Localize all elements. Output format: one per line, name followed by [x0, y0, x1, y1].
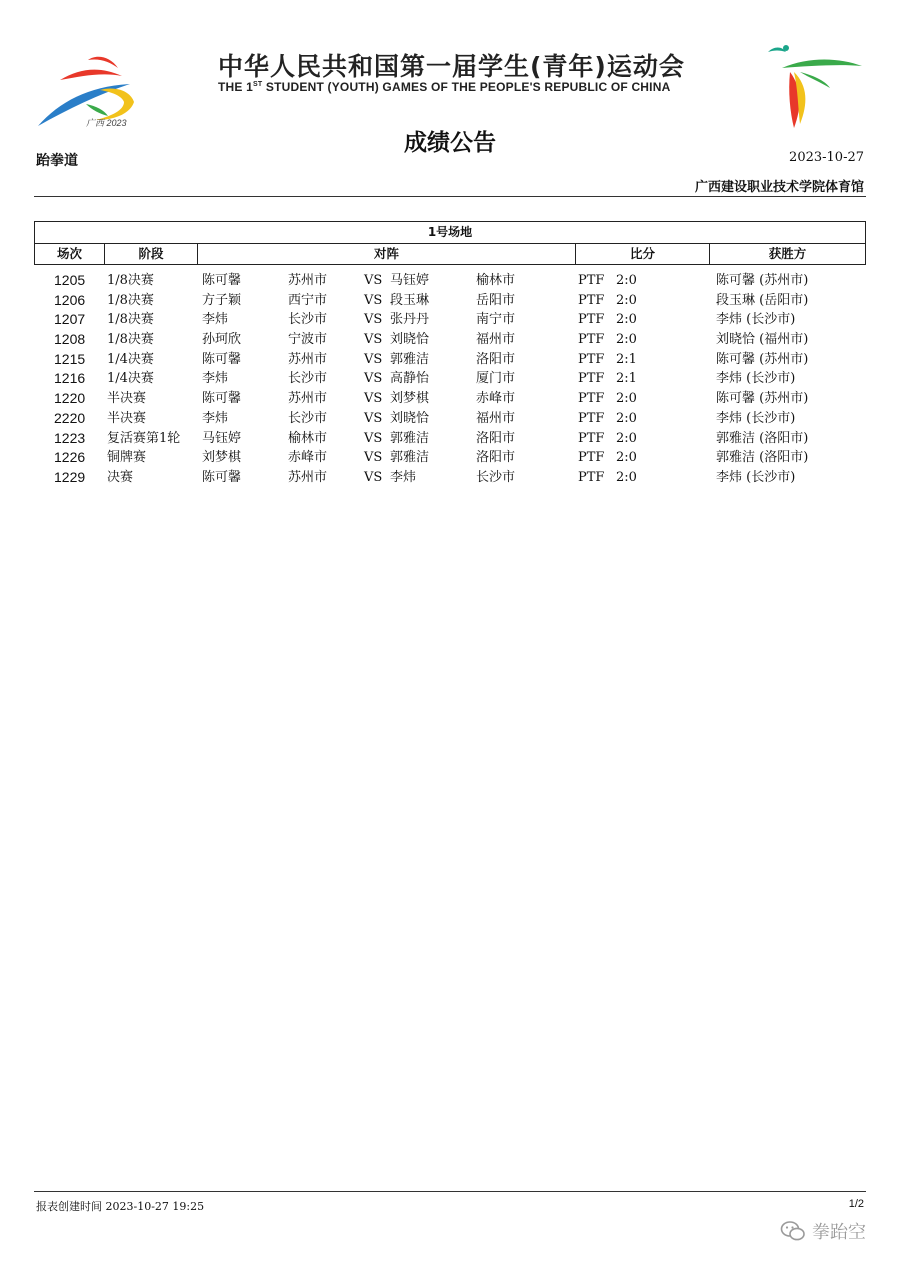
col-score: 比分 — [576, 243, 710, 264]
match-stage: 1/8决赛 — [107, 292, 154, 308]
score: 2:0 — [616, 430, 637, 446]
report-date: 2023-10-27 — [789, 150, 864, 165]
win-type: PTF — [578, 312, 605, 328]
city-2: 洛阳市 — [476, 430, 516, 446]
score: 2:0 — [616, 332, 637, 348]
logo-caption: 广西 2023 — [86, 118, 127, 128]
score: 2:0 — [616, 273, 637, 288]
win-type: PTF — [578, 273, 605, 288]
city-2: 福州市 — [476, 410, 516, 426]
city-2: 洛阳市 — [476, 450, 516, 466]
score: 2:0 — [616, 450, 637, 466]
player-2: 李炜 — [390, 469, 417, 485]
city-2: 洛阳市 — [476, 351, 516, 367]
player-1: 马钰婷 — [202, 430, 242, 446]
player-2: 张丹丹 — [390, 312, 430, 328]
header-divider — [34, 196, 866, 197]
player-2: 马钰婷 — [390, 273, 430, 288]
match-stage: 1/4决赛 — [107, 351, 154, 367]
city-2: 厦门市 — [476, 371, 516, 387]
city-1: 苏州市 — [288, 469, 328, 485]
table-row — [34, 389, 866, 409]
match-no: 1208 — [54, 331, 86, 348]
vs-label: VS — [364, 410, 383, 426]
winner: 李炜 (长沙市) — [716, 410, 796, 426]
court-label: 1号场地 — [35, 222, 865, 244]
vs-label: VS — [364, 273, 383, 288]
table-row — [34, 409, 866, 429]
score: 2:0 — [616, 469, 637, 485]
winner: 李炜 (长沙市) — [716, 371, 796, 387]
doc-title: 成绩公告 — [404, 130, 496, 156]
vs-label: VS — [364, 312, 383, 328]
vs-label: VS — [364, 469, 383, 485]
city-2: 长沙市 — [476, 469, 516, 485]
games-title: 中华人民共和国第一届学生(青年)运动会 — [218, 52, 685, 81]
results-table-body — [34, 271, 866, 488]
match-stage: 铜牌赛 — [107, 450, 147, 466]
table-row — [34, 429, 866, 449]
player-2: 刘晓恰 — [390, 332, 430, 348]
match-no: 1206 — [54, 291, 86, 308]
winner: 刘晓恰 (福州市) — [716, 332, 809, 348]
match-stage: 1/8决赛 — [107, 332, 154, 348]
player-1: 陈可馨 — [202, 469, 242, 485]
city-2: 岳阳市 — [476, 292, 516, 308]
city-1: 苏州市 — [288, 391, 328, 407]
city-1: 榆林市 — [288, 430, 328, 446]
player-1: 陈可馨 — [202, 273, 242, 288]
winner: 陈可馨 (苏州市) — [716, 391, 809, 407]
winner: 郭雅洁 (洛阳市) — [716, 430, 809, 446]
col-winner: 获胜方 — [768, 246, 807, 261]
venue-name: 广西建设职业技术学院体育馆 — [694, 180, 864, 195]
player-1: 李炜 — [202, 410, 229, 426]
winner: 段玉琳 (岳阳市) — [716, 292, 809, 308]
report-created-time: 报表创建时间 2023-10-27 19:25 — [36, 1200, 205, 1213]
vs-label: VS — [364, 332, 383, 348]
player-1: 孙珂欣 — [202, 332, 242, 348]
match-no: 1223 — [54, 429, 86, 446]
city-2: 赤峰市 — [476, 391, 516, 407]
win-type: PTF — [578, 450, 605, 466]
city-2: 福州市 — [476, 332, 516, 348]
match-stage: 复活赛第1轮 — [107, 430, 181, 446]
winner: 李炜 (长沙市) — [716, 312, 796, 328]
table-row — [34, 350, 866, 370]
match-no: 1205 — [54, 272, 86, 288]
player-1: 陈可馨 — [202, 391, 242, 407]
col-matchup: 对阵 — [198, 243, 576, 264]
win-type: PTF — [578, 371, 605, 387]
score: 2:0 — [616, 391, 637, 407]
match-stage: 决赛 — [107, 469, 134, 485]
city-2: 南宁市 — [476, 312, 516, 328]
match-stage: 1/8决赛 — [107, 312, 154, 328]
score: 2:1 — [616, 351, 637, 367]
sport-name: 跆拳道 — [36, 153, 78, 169]
results-table-header — [34, 221, 866, 265]
footer-divider — [34, 1191, 866, 1192]
table-row — [34, 330, 866, 350]
table-row — [34, 310, 866, 330]
win-type: PTF — [578, 351, 605, 367]
player-2: 郭雅洁 — [390, 450, 430, 466]
win-type: PTF — [578, 469, 605, 485]
score: 2:0 — [616, 292, 637, 308]
winner: 陈可馨 (苏州市) — [716, 351, 809, 367]
page-number: 1/2 — [848, 1198, 864, 1210]
city-1: 苏州市 — [288, 273, 328, 288]
vs-label: VS — [364, 292, 383, 308]
table-row — [34, 468, 866, 488]
player-2: 郭雅洁 — [390, 430, 430, 446]
city-1: 苏州市 — [288, 351, 328, 367]
match-no: 1207 — [54, 311, 86, 328]
match-no: 1216 — [54, 370, 86, 387]
vs-label: VS — [364, 450, 383, 466]
city-1: 西宁市 — [288, 292, 328, 308]
city-1: 长沙市 — [288, 371, 328, 387]
watermark-text: 拳跆空 — [812, 1222, 866, 1243]
score: 2:0 — [616, 410, 637, 426]
player-2: 郭雅洁 — [390, 351, 430, 367]
city-1: 长沙市 — [288, 410, 328, 426]
vs-label: VS — [364, 351, 383, 367]
vs-label: VS — [364, 371, 383, 387]
games-subtitle: THE 1ST STUDENT (YOUTH) GAMES OF THE PEOPLE'S REPUBLIC OF CHINA — [218, 80, 671, 94]
table-row — [34, 448, 866, 468]
table-row — [34, 369, 866, 389]
table-row — [34, 271, 866, 291]
score: 2:0 — [616, 312, 637, 328]
match-stage: 1/4决赛 — [107, 371, 154, 387]
col-match-no: 场次 — [35, 243, 105, 264]
watermark — [780, 1218, 866, 1244]
table-row — [34, 291, 866, 311]
winner: 陈可馨 (苏州市) — [716, 273, 809, 288]
col-stage: 阶段 — [105, 243, 198, 264]
player-1: 方子颖 — [202, 292, 242, 308]
winner: 郭雅洁 (洛阳市) — [716, 450, 809, 466]
city-2: 榆林市 — [476, 273, 516, 288]
wechat-icon — [780, 1220, 806, 1242]
match-no: 1215 — [54, 350, 86, 367]
match-stage: 半决赛 — [107, 410, 147, 426]
player-2: 刘梦棋 — [390, 391, 430, 407]
games-emblem-graphic — [760, 42, 870, 132]
match-no: 1226 — [54, 449, 86, 466]
player-1: 刘梦棋 — [202, 450, 242, 466]
games-emblem — [760, 42, 870, 132]
city-1: 赤峰市 — [288, 450, 328, 466]
city-1: 宁波市 — [288, 332, 328, 348]
score: 2:1 — [616, 371, 637, 387]
city-1: 长沙市 — [288, 312, 328, 328]
match-no: 2220 — [54, 409, 86, 426]
match-no: 1229 — [54, 468, 86, 485]
win-type: PTF — [578, 332, 605, 348]
player-1: 陈可馨 — [202, 351, 242, 367]
match-no: 1220 — [54, 390, 86, 407]
vs-label: VS — [364, 391, 383, 407]
winner: 李炜 (长沙市) — [716, 469, 796, 485]
player-1: 李炜 — [202, 371, 229, 387]
match-stage: 1/8决赛 — [107, 273, 154, 288]
player-2: 段玉琳 — [390, 292, 430, 308]
games-logo — [30, 46, 145, 131]
win-type: PTF — [578, 292, 605, 308]
player-2: 刘晓恰 — [390, 410, 430, 426]
player-2: 高静怡 — [390, 371, 430, 387]
match-stage: 半决赛 — [107, 391, 147, 407]
win-type: PTF — [578, 410, 605, 426]
vs-label: VS — [364, 430, 383, 446]
player-1: 李炜 — [202, 312, 229, 328]
win-type: PTF — [578, 391, 605, 407]
win-type: PTF — [578, 430, 605, 446]
